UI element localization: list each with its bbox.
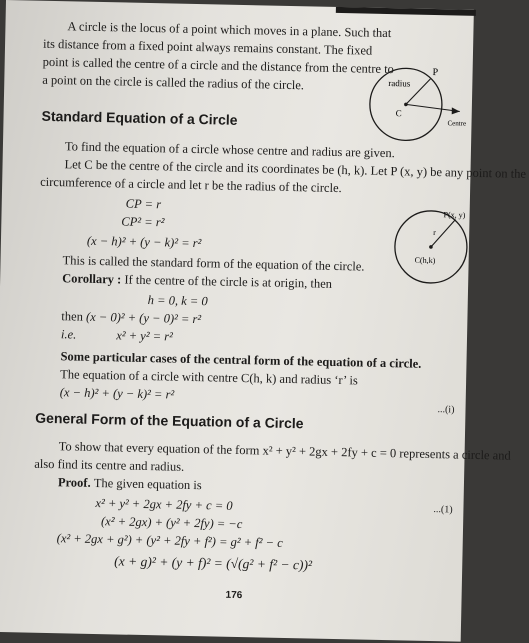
page-number: 176 [225, 589, 243, 602]
eq-number-1: ...(1) [433, 504, 453, 516]
standard-line-2: Let C be the centre of the circle and its coordinates be (h, k). Let P (x, y) be any point on the [64, 157, 527, 181]
general-line-1: To show that every equation of the form x² + y² + 2gx + 2fy + c = 0 represents a circle and [58, 439, 511, 463]
intro-line-2: its distance from a fixed point always remains constant. The fixed [42, 36, 373, 58]
centre-label: C [395, 108, 402, 119]
c-label: C(h,k) [414, 255, 436, 266]
radius-label: radius [388, 78, 411, 89]
eq-standard-form: (x − h)² + (y − k)² = r² [86, 233, 202, 251]
eq-particular: (x − h)² + (y − k)² = r² [59, 385, 175, 402]
standard-form-note: This is called the standard form of the equation of the circle. [62, 253, 365, 274]
eq-cp2-r2: CP² = r² [121, 214, 165, 230]
eq-ie: i.e. x² + y² = r² [60, 327, 173, 344]
eq-h-k-zero: h = 0, k = 0 [147, 293, 208, 309]
corollary-text: If the centre of the circle is at origin, then [124, 272, 333, 291]
eq-general-2: (x² + 2gx) + (y² + 2fy) = −c [100, 514, 243, 532]
radius-diagram [367, 58, 473, 150]
corollary-line [62, 271, 332, 291]
arrow-head-icon [452, 107, 460, 114]
proof-line: Proof. The given equation is [57, 475, 202, 493]
particular-cases-heading: Some particular cases of the central form of the equation of a circle. [60, 349, 422, 371]
point-label: P [432, 66, 439, 79]
intro-line-4: a point on the circle is called the radius of the circle. [42, 72, 305, 93]
centre-diagram [384, 204, 470, 286]
particular-line: The equation of a circle with centre C(h, k) and radius ‘r’ is [60, 367, 358, 388]
standard-line-1: To find the equation of a circle whose centre and radius are given. [64, 139, 395, 161]
top-edge-mark [336, 7, 476, 16]
centre-arrow [406, 104, 460, 111]
section-title-general: General Form of the Equation of a Circle [35, 409, 304, 432]
p-label: P(x, y) [443, 210, 466, 220]
eq-general-3: (x² + 2gx + g²) + (y² + 2fy + f²) = g² + f² − c [56, 531, 283, 550]
eq-general-1: x² + y² + 2gx + 2fy + c = 0 [95, 495, 233, 513]
standard-line-3: circumference of a circle and let r be the radius of the circle. [40, 174, 342, 196]
centre-caption: Centre [447, 119, 467, 128]
eq-general-4: (x + g)² + (y + f)² = (√(g² + f² − c))² [114, 553, 313, 573]
eq-number-i: ...(i) [437, 404, 455, 416]
eq-cp-r: CP = r [125, 196, 162, 212]
section-title-standard: Standard Equation of a Circle [41, 107, 238, 128]
eq-then: then (x − 0)² + (y − 0)² = r² [61, 309, 202, 327]
intro-line-3: point is called the centre of a circle and the distance from the centre to [42, 54, 395, 77]
r-label: r [433, 227, 436, 238]
intro-line-1: A circle is the locus of a point which moves in a plane. Such that [67, 19, 392, 41]
general-line-2: also find its centre and radius. [34, 456, 185, 474]
corollary-label: Corollary : [62, 271, 125, 287]
